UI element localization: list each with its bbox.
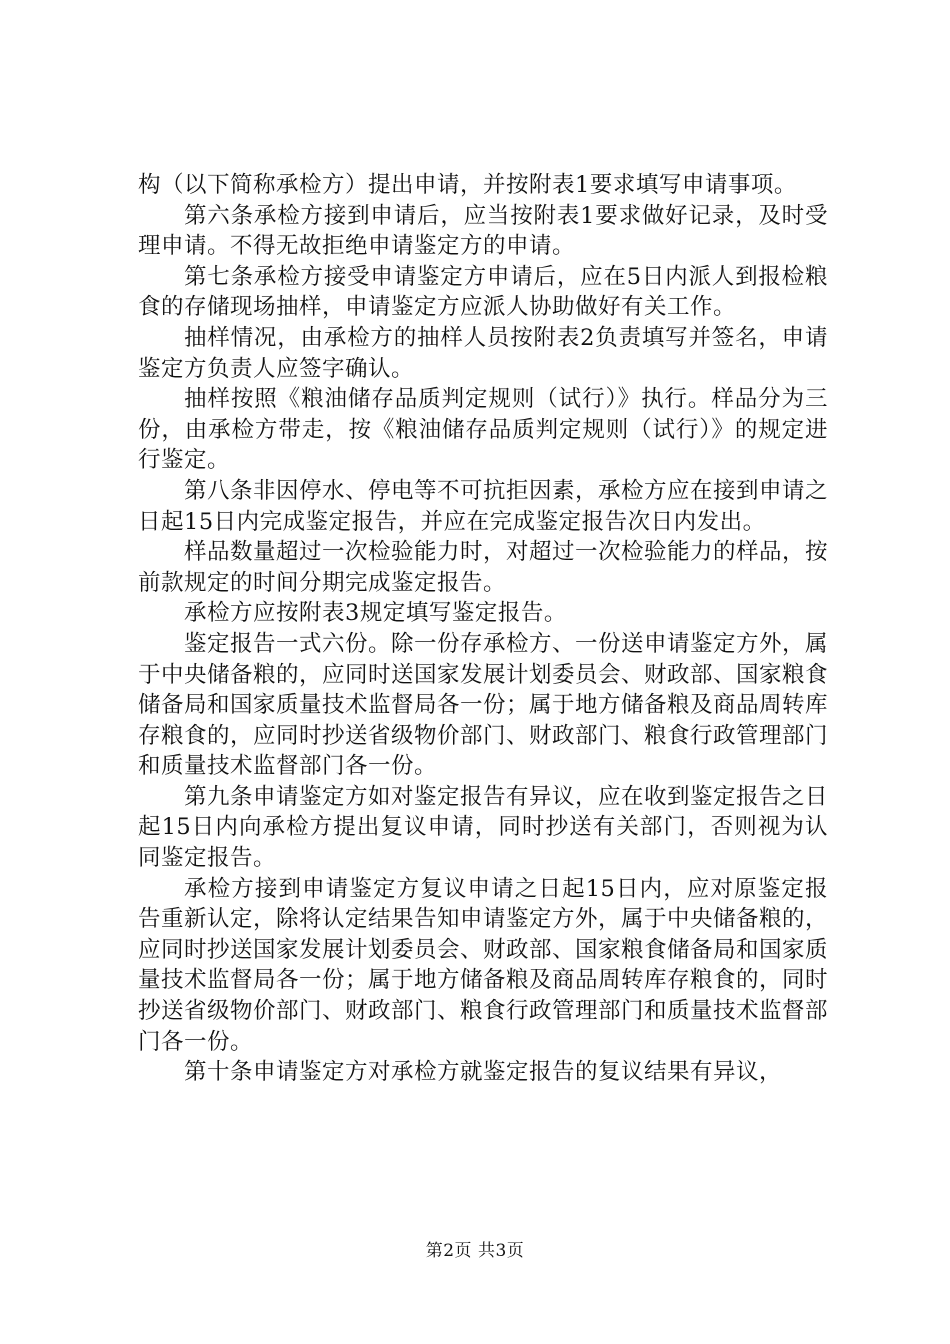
paragraph-article-10: 第十条申请鉴定方对承检方就鉴定报告的复议结果有异议， <box>184 1059 783 1086</box>
paragraph-sample-capacity: 样品数量超过一次检验能力时，对超过一次检验能力的样品，按前款规定的时间分期完成鉴定报告。 <box>138 539 829 596</box>
document-body <box>138 170 828 1088</box>
page-number-footer: 第2页 共3页 <box>425 1241 525 1261</box>
paragraph-report-copies: 鉴定报告一式六份。除一份存承检方、一份送申请鉴定方外，属于中央储备粮的，应同时送国家发展计划委员会、财政部、国家粮食储备局和国家质量技术监督局各一份；属于地方储备粮及商品周转库存粮食的，应同时抄送省级物价部门、财政部门、粮食行政管理部门和质量技术监督部门各一份。 <box>138 630 829 780</box>
paragraph-review: 承检方接到申请鉴定方复议申请之日起15日内，应对原鉴定报告重新认定，除将认定结果告知申请鉴定方外，属于中央储备粮的，应同时抄送国家发展计划委员会、财政部、国家粮食储备局和国家质量技术监督局各一份；属于地方储备粮及商品周转库存粮食的，同时抄送省级物价部门、财政部门、粮食行政管理部门和质量技术监督部门各一份。 <box>138 875 829 1055</box>
paragraph-report-form: 承检方应按附表3规定填写鉴定报告。 <box>184 600 567 627</box>
paragraph-article-7: 第七条承检方接受申请鉴定方申请后，应在5日内派人到报检粮食的存储现场抽样，申请鉴定方应派人协助做好有关工作。 <box>138 263 828 321</box>
paragraph-sampling-record: 抽样情况，由承检方的抽样人员按附表2负责填写并签名，申请鉴定方负责人应签字确认。 <box>138 324 828 382</box>
paragraph-continuation: 构（以下简称承检方）提出申请，并按附表1要求填写申请事项。 <box>138 172 797 198</box>
paragraph-sampling-rules: 抽样按照《粮油储存品质判定规则（试行）》执行。样品分为三份，由承检方带走，按《粮油储存品质判定规则（试行）》的规定进行鉴定。 <box>138 386 828 474</box>
paragraph-article-6: 第六条承检方接到申请后，应当按附表1要求做好记录，及时受理申请。不得无故拒绝申请鉴定方的申请。 <box>138 202 828 260</box>
paragraph-article-8: 第八条非因停水、停电等不可抗拒因素，承检方应在接到申请之日起15日内完成鉴定报告，并应在完成鉴定报告次日内发出。 <box>138 477 829 535</box>
paragraph-article-9: 第九条申请鉴定方如对鉴定报告有异议，应在收到鉴定报告之日起15日内向承检方提出复议申请，同时抄送有关部门，否则视为认同鉴定报告。 <box>138 783 829 872</box>
